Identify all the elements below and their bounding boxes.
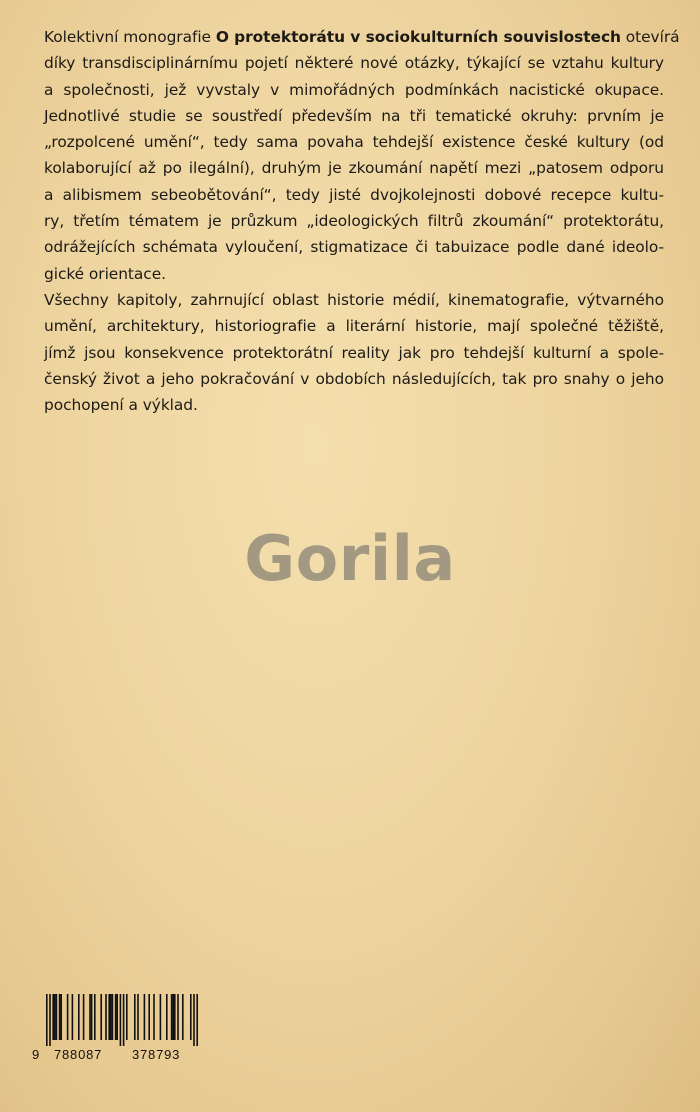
barcode-bar xyxy=(83,994,85,1040)
blurb-line: jímž jsou konsekvence protektorátní reality jak pro tehdejší kulturní a spole- xyxy=(44,343,664,362)
barcode-bar xyxy=(56,994,58,1040)
blurb-line: odrážejících schémata vyloučení, stigmatizace či tabuizace podle dané ideolo- xyxy=(44,238,664,257)
barcode-bars xyxy=(42,994,210,1046)
barcode-bar xyxy=(110,994,112,1040)
isbn-barcode xyxy=(32,994,212,1068)
barcode-bar xyxy=(94,994,96,1040)
blurb-line: gické orientace. xyxy=(44,264,166,283)
barcode-bar xyxy=(46,994,48,1046)
barcode-bar xyxy=(193,994,195,1046)
blurb-text xyxy=(44,24,680,418)
barcode-digits-left: 788087 xyxy=(54,1047,103,1062)
barcode-bar xyxy=(182,994,184,1040)
blurb-line: a alibismem sebeobětování“, tedy jisté dvojkolejnosti dobové recepce kultu- xyxy=(44,185,664,204)
publisher-watermark: Gorila xyxy=(244,522,456,595)
barcode-bar xyxy=(134,994,136,1040)
blurb-text-run: otevírá xyxy=(620,28,680,46)
barcode-bar xyxy=(91,994,93,1040)
blurb-line: a společnosti, jež vyvstaly v mimořádných podmínkách nacistické okupace. xyxy=(44,80,664,99)
blurb-line: umění, architektury, historiografie a literární historie, mají společné těžiště, xyxy=(44,317,664,336)
barcode-bar xyxy=(148,994,150,1040)
barcode-bar xyxy=(160,994,162,1040)
blurb-line: Jednotlivé studie se soustředí především na tři tematické okruhy: prvním je xyxy=(44,106,664,125)
barcode-digits-right: 378793 xyxy=(132,1047,181,1062)
blurb-line: „rozpolcené umění“, tedy sama povaha tehdejší existence české kultury (od xyxy=(44,133,664,152)
blurb-line: Všechny kapitoly, zahrnující oblast historie médií, kinematografie, výtvarného xyxy=(44,290,664,309)
blurb-line: ry, třetím tématem je průzkum „ideologických filtrů zkoumání“ protektorátu, xyxy=(44,212,664,231)
barcode-bar xyxy=(174,994,176,1040)
barcode-bar xyxy=(120,994,122,1046)
barcode-bar xyxy=(137,994,139,1040)
barcode-bar xyxy=(116,994,118,1040)
blurb-line xyxy=(44,24,680,50)
barcode-bar xyxy=(115,994,117,1040)
barcode-bar xyxy=(153,994,155,1040)
barcode-bar xyxy=(59,994,61,1040)
barcode-bar xyxy=(171,994,173,1040)
barcode-bar xyxy=(52,994,54,1040)
barcode-bar xyxy=(105,994,107,1040)
barcode-bar xyxy=(196,994,198,1046)
barcode-lead-digit: 9 xyxy=(32,1047,41,1062)
barcode-bar xyxy=(54,994,56,1040)
barcode-bar xyxy=(166,994,168,1040)
barcode-bar xyxy=(67,994,69,1040)
barcode-bar xyxy=(190,994,192,1040)
barcode-bar xyxy=(60,994,62,1040)
barcode-bar xyxy=(100,994,102,1040)
barcode-bar xyxy=(78,994,80,1040)
barcode-bar xyxy=(49,994,51,1046)
barcode-bar xyxy=(144,994,146,1040)
blurb-line: čenský život a jeho pokračování v obdobích následujících, tak pro snahy o jeho xyxy=(44,369,664,388)
barcode-bar xyxy=(72,994,74,1040)
barcode-bar xyxy=(123,994,125,1046)
blurb-line: kolaborující až po ilegální), druhým je zkoumání napětí mezi „patosem odporu xyxy=(44,159,664,178)
barcode-bar xyxy=(89,994,91,1040)
blurb-line: pochopení a výklad. xyxy=(44,396,198,415)
blurb-line: díky transdisciplinárnímu pojetí některé nové otázky, týkající se vztahu kultury xyxy=(44,54,664,73)
barcode-bar xyxy=(172,994,174,1040)
barcode-bar xyxy=(126,994,128,1040)
blurb-text-run: Kolektivní monografie xyxy=(44,28,216,46)
barcode-bar xyxy=(177,994,179,1040)
barcode-bar xyxy=(108,994,110,1040)
barcode-bar xyxy=(112,994,114,1040)
book-title: O protektorátu v sociokulturních souvislostech xyxy=(215,28,621,46)
